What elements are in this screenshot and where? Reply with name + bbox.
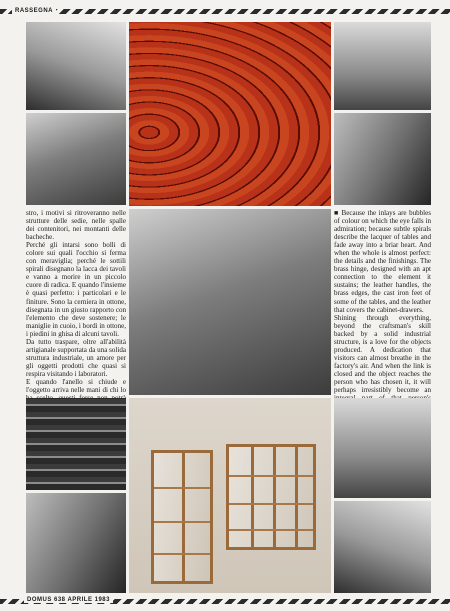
photo-display-cabinets	[129, 398, 331, 593]
english-text-column	[334, 209, 431, 395]
photo-wood-blocks	[26, 493, 126, 593]
italian-paragraph: Da tutto traspare, oltre all'abilità artigianale supportata da una solida struttura industriale, un amore per gli oggetti prodotti che quasi si respira visitando i laboratori.	[26, 337, 126, 378]
cabinet-left	[151, 450, 213, 584]
photo-drawer-parts	[26, 22, 126, 110]
photo-stacked-planks	[26, 398, 126, 490]
photo-finished-blocks	[334, 501, 431, 593]
photo-workshop-spirals	[129, 209, 331, 395]
top-decorative-band	[0, 9, 450, 14]
italian-paragraph: Perché gli intarsi sono bolli di colore sui quali l'occhio si ferma con meraviglia; perché le sottili spirali disegnano la lacca dei tavoli e vanno a morire in un piccolo cuore di radica. E quando l'insieme è quasi perfetto: i particolari e le finiture. Sono la cerniera in ottone, disegnata in un giusto rapporto con l'elemento che deve sostenere; le maniglie in cuoio, i bordi in ottone, i piedini in ghisa di alcuni tavoli.	[26, 241, 126, 338]
photo-workshop-table	[26, 113, 126, 205]
english-paragraph: ■ Because the inlays are bubbles of colour on which the eye falls in admiration; because subtle spirals describe the lacquer of tables and fade away into a briar heart. And when the whole is almost perfect: the details and the finishings. The brass hinge, designed with an apt connection to the element it sustains; the leather handles, the brass edges, the cast iron feet of some of the tables, and the leather that covers the cabinet-drawers.	[334, 209, 431, 314]
italian-paragraph: E quando l'anello si chiude e l'oggetto arriva nelle mani di chi lo	[26, 377, 126, 395]
section-header: RASSEGNA	[12, 8, 56, 14]
cabinet-right	[226, 444, 316, 550]
english-paragraph: Shining through everything, beyond the craftsman's skill backed by a solid industrial structure, is a love for the objects produced. A dedication that visitors can almost breathe in the factory's air. And when the link is closed and the object reaches the person who has chosen it, it will perhaps irresistibly become an	[334, 313, 431, 395]
photo-craftsman	[334, 398, 431, 498]
italian-paragraph: stro, i motivi si ritroveranno nelle strutture delle sedie, nelle spalle dei contenitori, nei montanti delle bacheche.	[26, 209, 126, 242]
issue-footer: DOMUS 638 APRILE 1983	[24, 597, 113, 603]
photo-spiral-pieces	[334, 113, 431, 205]
italian-text-column	[26, 209, 126, 395]
photo-workers	[334, 22, 431, 110]
photo-red-wood-detail	[129, 22, 331, 206]
